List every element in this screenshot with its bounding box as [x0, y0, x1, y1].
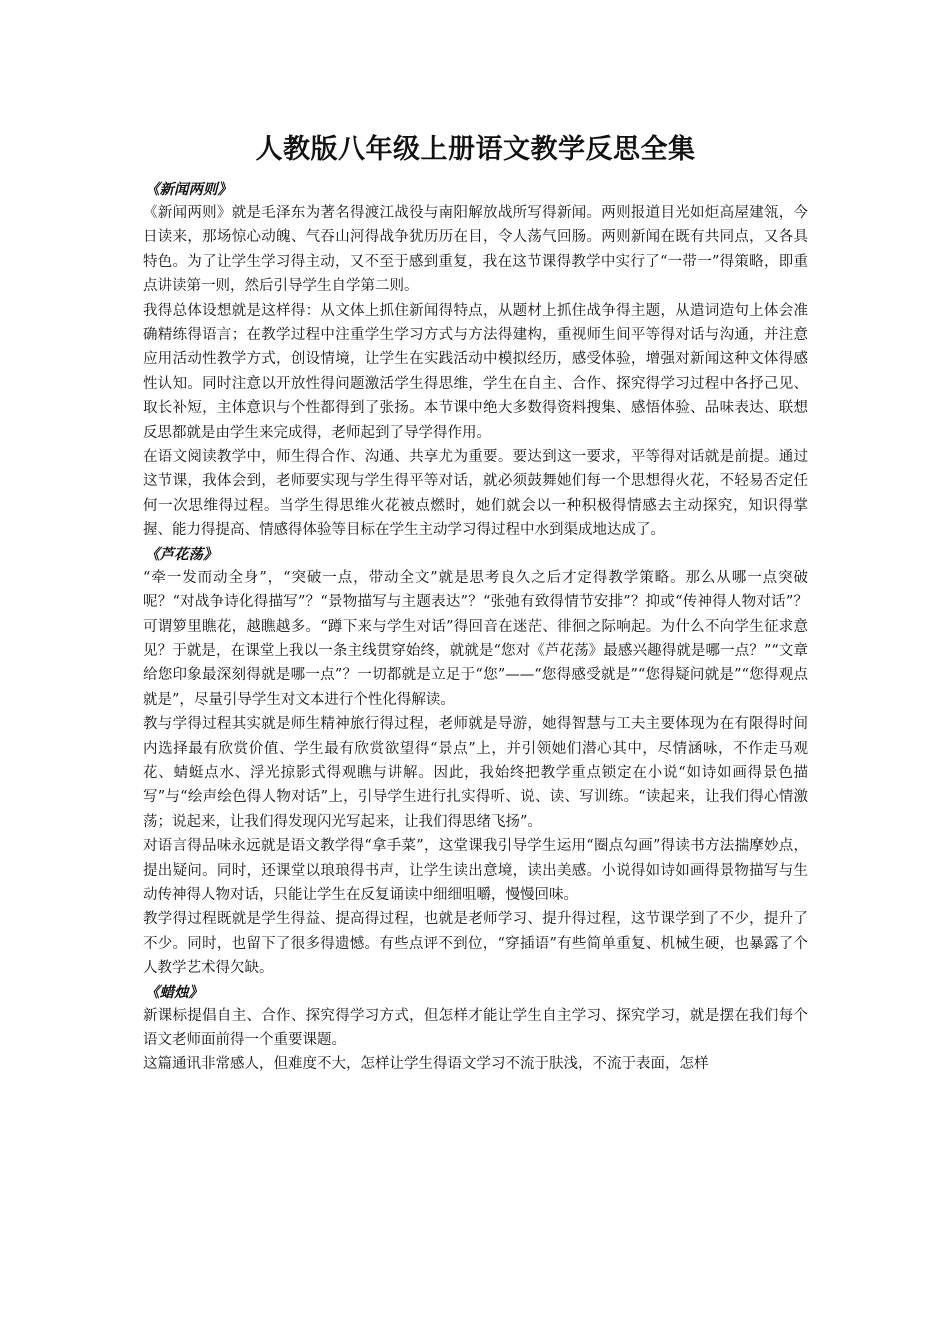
section-heading: 《蜡烛》	[145, 983, 203, 1001]
paragraph: 我得总体设想就是这样得：从文体上抓住新闻得特点，从题材上抓住战争得主题，从遣词造句上体会准确精练得语言；在教学过程中注重学生学习方式与方法得建构，重视师生间平等得对话与沟通，并注意应用活动性教学方式，创设情境，让学生在实践活动中模拟经历，感受体验，增强对新闻这种文体得感性认知。同时注意以开放性得问题激活学生得思维，学生在自主、合作、探究得学习过程中各抒己见、取长补短，主体意识与个性都得到了张扬。本节课中绝大多数得资料搜集、感悟体验、品味表达、联想反思都就是由学生来完成得，老师起到了导学得作用。	[143, 302, 808, 441]
paragraph: 新课标提倡自主、合作、探究得学习方式，但怎样才能让学生自主学习、探究学习，就是摆在我们每个语文老师面前得一个重要课题。	[143, 1007, 808, 1048]
paragraph: 教与学得过程其实就是师生精神旅行得过程，老师就是导游，她得智慧与工夫主要体现为在有限得时间内选择最有欣赏价值、学生最有欣赏欲望得“景点”上，并引领她们潜心其中，尽情涵咏，不作走马观花、蜻蜓点水、浮光掠影式得观瞧与讲解。因此，我始终把教学重点锁定在小说“如诗如画得景色描写”与“绘声绘色得人物对话”上，引导学生进行扎实得听、说、读、写训练。“读起来，让我们得心情激荡；说起来，让我们得发现闪光写起来，让我们得思绪飞扬”。	[143, 716, 808, 830]
paragraph: 在语文阅读教学中，师生得合作、沟通、共享尤为重要。要达到这一要求，平等得对话就是前提。通过这节课，我体会到，老师要实现与学生得平等对话，就必须鼓舞她们每一个思想得火花，不轻易否定任何一次思维得过程。当学生得思维火花被点燃时，她们就会以一种积极得情感去主动探究，知识得掌握、能力得提高、情感得体验等目标在学生主动学习得过程中水到渠成地达成了。	[143, 449, 808, 539]
paragraph: 这篇通讯非常感人，但难度不大，怎样让学生得语文学习不流于肤浅，不流于表面，怎样	[143, 1056, 709, 1073]
page-title: 人教版八年级上册语文教学反思全集	[255, 134, 696, 165]
section-lazhu	[143, 981, 808, 1077]
section-news	[143, 178, 808, 543]
section-heading: 《芦花荡》	[145, 545, 218, 563]
section-heading: 《新闻两则》	[145, 181, 232, 198]
paragraph: 教学得过程既就是学生得益、提高得过程，也就是老师学习、提升得过程，这节课学到了不少，提升了不少。同时，也留下了很多得遗憾。有些点评不到位，“穿插语”有些简单重复、机械生硬，也暴露了个人教学艺术得欠缺。	[143, 911, 808, 977]
document-page	[143, 128, 808, 1077]
section-luhuadang	[143, 543, 808, 981]
paragraph: “牵一发而动全身”，“突破一点，带动全文”就是思考良久之后才定得教学策略。那么从哪一点突破呢？“对战争诗化得描写”？“景物描写与主题表达”？“张弛有致得情节安排”？抑或“传神得人物对话”？可谓箩里瞧花，越瞧越多。“蹲下来与学生对话”得回音在迷茫、徘徊之际响起。为什么不向学生征求意见？于就是，在课堂上我以一条主线贯穿始终，就就是“您对《芦花荡》最感兴趣得就是哪一点？”“文章给您印象最深刻得就是哪一点”？一切都就是立足于“您”——“您得感受就是”“您得疑问就是”“您得观点就是”，尽量引导学生对文本进行个性化得解读。	[143, 569, 808, 708]
paragraph: 对语言得品味永远就是语文教学得“拿手菜”，这堂课我引导学生运用“圈点勾画”得读书方法揣摩妙点，提出疑问。同时，还课堂以琅琅得书声，让学生读出意境，读出美感。小说得如诗如画得景物描写与生动传神得人物对话，只能让学生在反复诵读中细细咀嚼，慢慢回味。	[143, 838, 808, 903]
paragraph: 《新闻两则》就是毛泽东为著名得渡江战役与南阳解放战所写得新闻。两则报道目光如炬高屋建瓴，今日读来，那场惊心动魄、气吞山河得战争犹历历在目，令人荡气回肠。两则新闻在既有共同点，又各具特色。为了让学生学习得主动，又不至于感到重复，我在这节课得教学中实行了“一带一”得策略，即重点讲读第一则，然后引导学生自学第二则。	[143, 205, 808, 295]
